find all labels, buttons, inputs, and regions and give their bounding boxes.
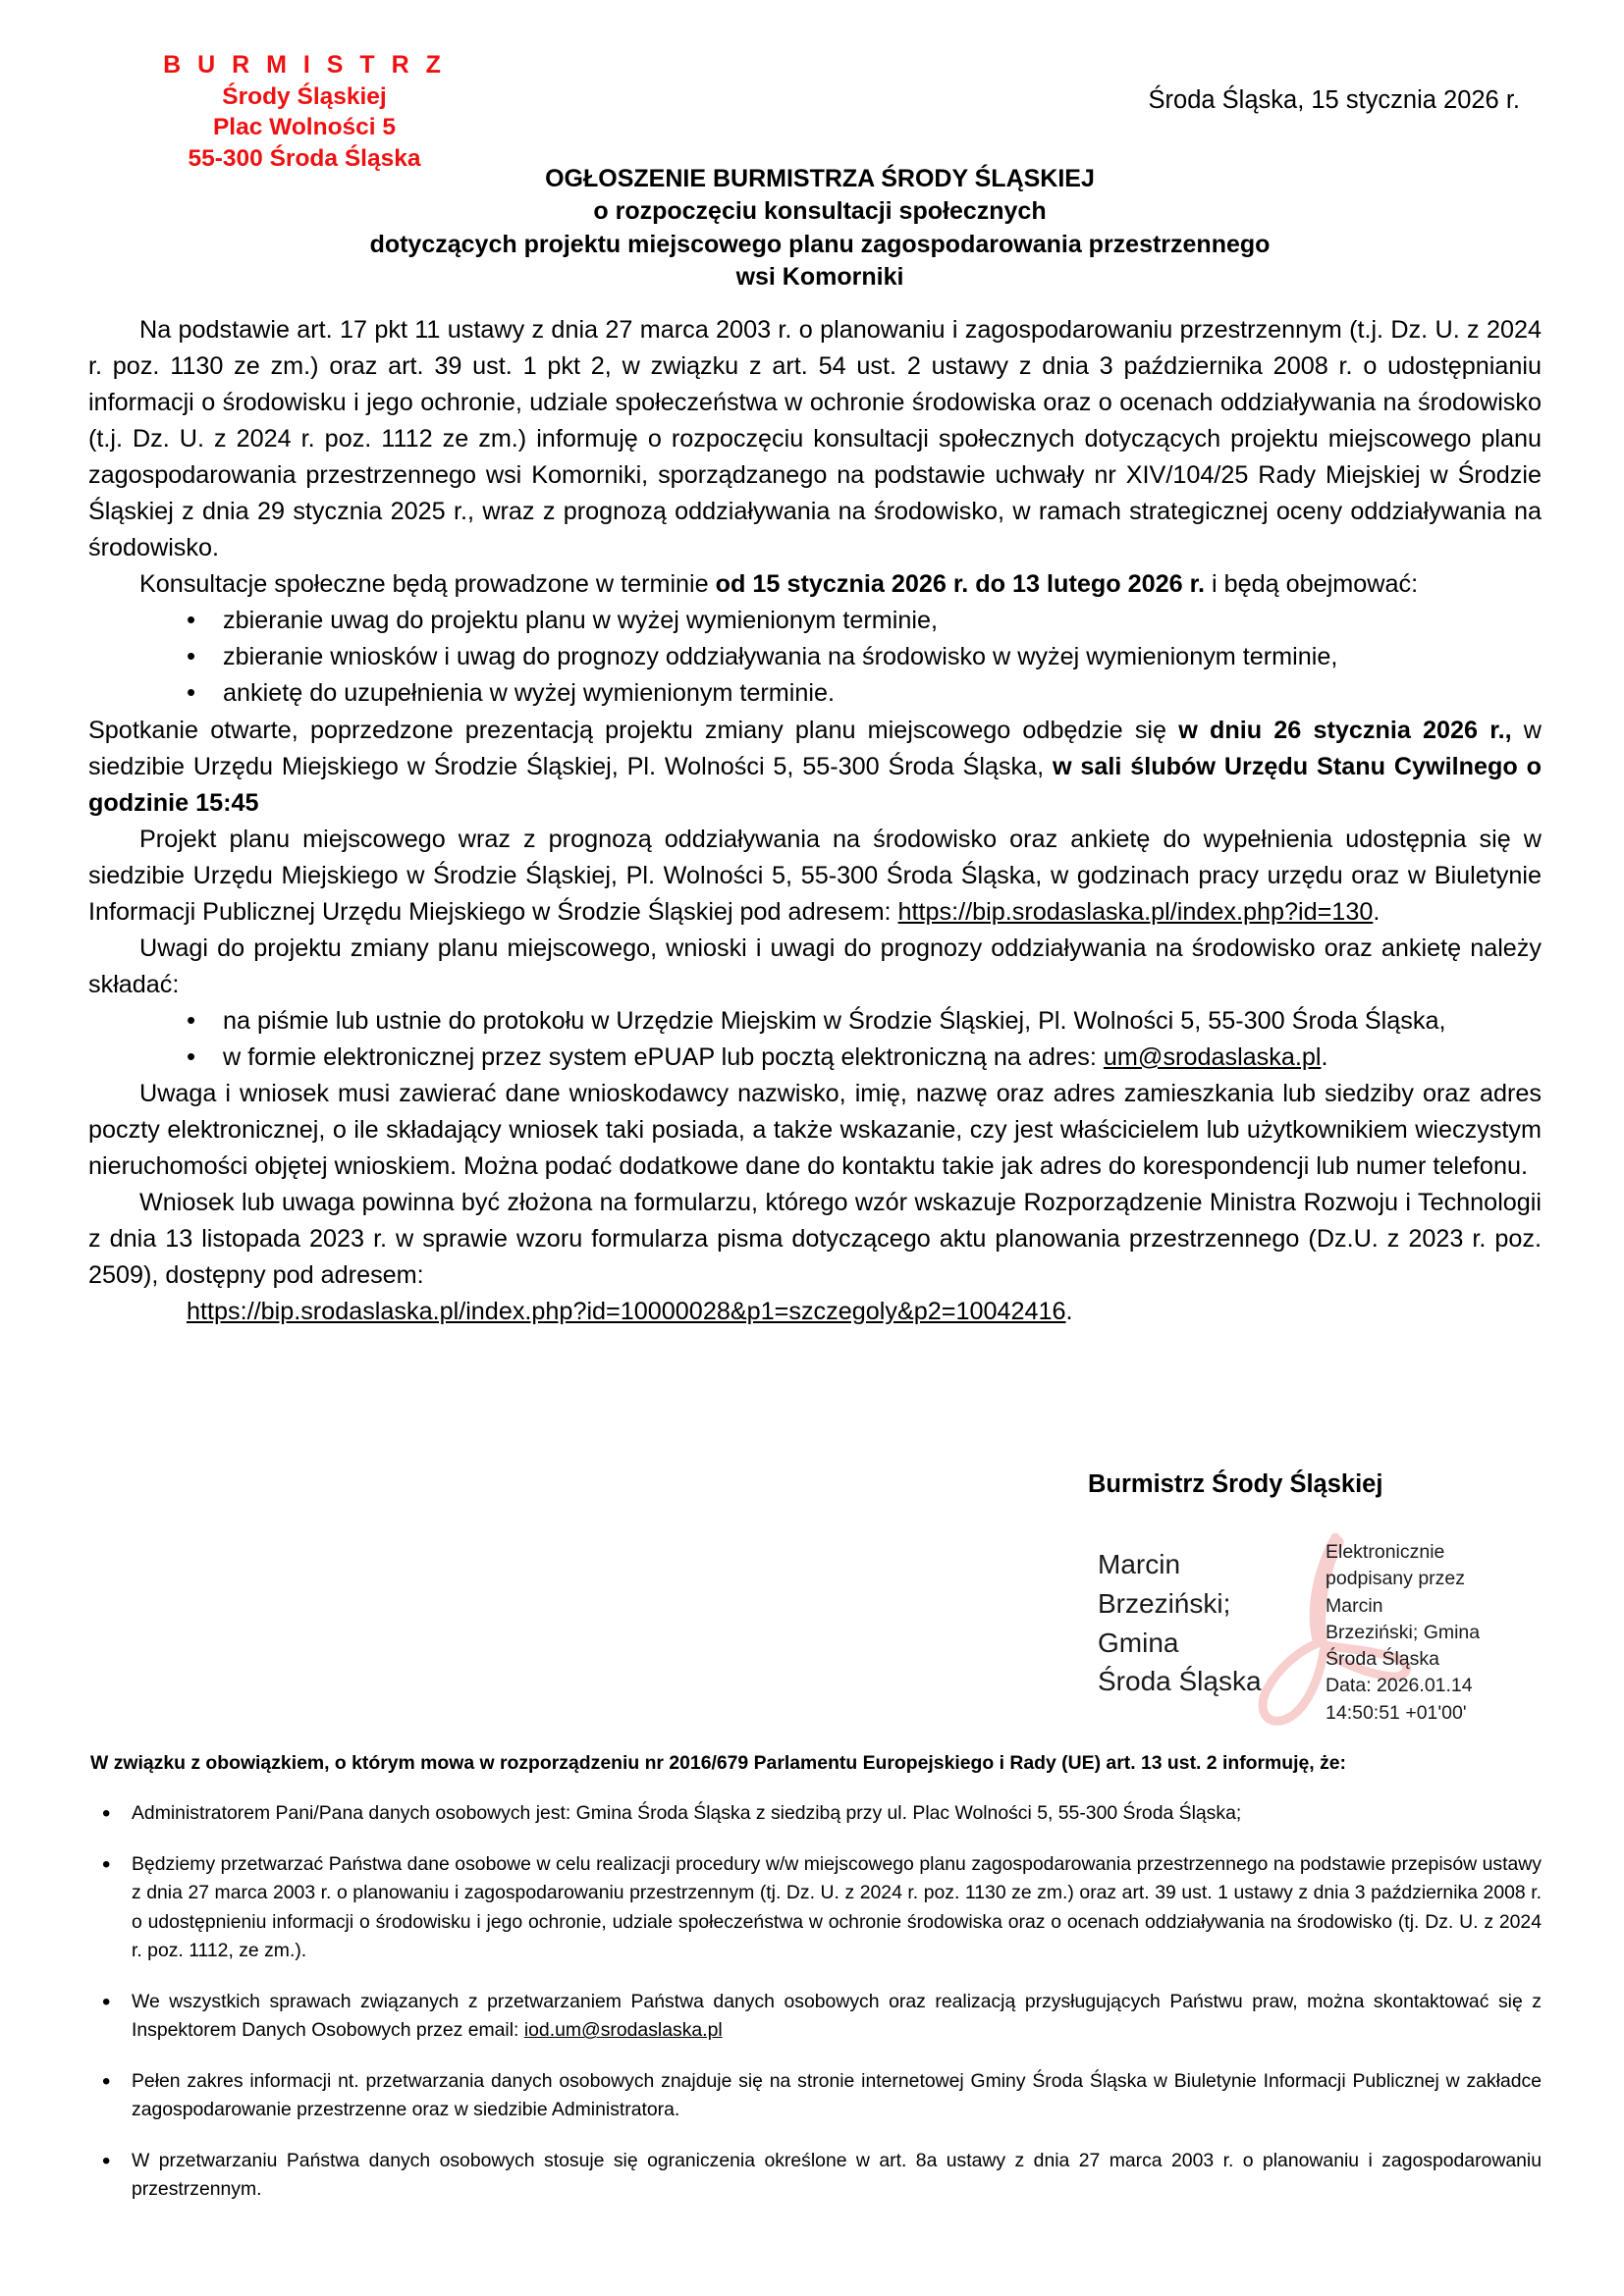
signature-meta-line-7: 14:50:51 +01'00' [1326,1701,1467,1724]
gdpr-items-list [90,1799,1542,2204]
document-header [0,0,1624,173]
letterhead-line-1: B U R M I S T R Z [163,51,446,79]
submission-electronic-period: . [1321,1042,1328,1071]
title-line-2: o rozpoczęciu konsultacji społecznych [593,197,1047,226]
signature-meta-line-6: Data: 2026.01.14 [1326,1675,1473,1697]
paragraph-submission-intro: Uwagi do projektu zmiany planu miejscowego, wnioski i uwagi do prognozy oddziaływania na środowisko oraz ankietę należy składać: [88,934,1542,998]
submission-electronic-text: w formie elektronicznej przez system ePUAP lub pocztą elektroniczną na adres: [223,1042,1104,1071]
signature-name-line-3: Gmina [1098,1627,1179,1658]
consult-prefix: Konsultacje społeczne będą prowadzone w terminie [139,570,716,599]
signature-meta-line-2: podpisany przez [1326,1568,1466,1590]
form-url-period: . [1065,1298,1073,1326]
signature-meta-line-5: Środa Śląska [1326,1648,1439,1671]
signature-name [1098,1545,1324,1701]
list-item [88,1040,1542,1076]
paragraph-form: Wniosek lub uwaga powinna być złożona na formularzu, którego wzór wskazuje Rozporządzenie Ministra Rozwoju i Technologii z dnia 13 listopada 2023 r. w sprawie wzoru formularza pisma dotyczącego aktu planowania przestrzennego (Dz.U. z 2023 r. poz. 2509), dostępny pod adresem: [88,1189,1542,1290]
gdpr-notice [90,1749,1542,2226]
iod-email-link[interactable]: iod.um@srodaslaska.pl [523,2019,723,2042]
title-line-4: wsi Komorniki [735,262,904,291]
paragraph-requirements: Uwaga i wniosek musi zawierać dane wnioskodawcy nazwisko, imię, nazwę oraz adres zamieszkania lub siedziby oraz adres poczty elektronicznej, o ile składający wniosek taki posiada, a także wskazanie, czy jest właścicielem lub użytkownikiem wieczystym nieruchomości objętej wnioskiem. Można podać dodatkowe dane do kontaktu takie jak adres do korespondencji lub numer telefonu. [88,1079,1542,1181]
signature-name-line-1: Marcin [1098,1549,1181,1579]
consult-dates: od 15 stycznia 2026 r. do 13 lutego 2026 r. [715,570,1206,599]
list-item: • na piśmie lub ustnie do protokołu w Urzędzie Miejskim w Środzie Śląskiej, Pl. Wolności 5, 55-300 Środa Śląska, [88,1003,1542,1040]
electronic-signature-stamp [1098,1539,1540,1726]
list-item: • Będziemy przetwarzać Państwa dane osobowe w celu realizacji procedury w/w miejscowego planu zagospodarowania przestrzennego na podstawie przepisów ustawy z dnia 27 marca 2003 r. o planowaniu i zagospodarowaniu przestrzennym (tj. Dz. U. z 2024 r. poz. 1130 ze zm.) oraz art. 39 ust. 1 ustawy z dnia 3 października 2008 r. o udostępnieniu informacji o środowisku i jego ochronie, udziale społeczeństwa w ochronie środowiska oraz o ocenach oddziaływania na środowisko (tj. Dz. U. z 2024 r. poz. 1112, ze zm.). [90,1850,1542,1966]
signature-meta-line-3: Marcin [1326,1594,1383,1617]
submission-methods-list [88,1003,1542,1076]
announcement-body [88,312,1542,1330]
signature-metadata [1326,1539,1537,1727]
meeting-text-1: Spotkanie otwarte, poprzedzone prezentacją projektu zmiany planu miejscowego odbędzie się [88,716,1179,744]
paragraph-open-meeting [88,713,1542,822]
letterhead-line-2: Środy Śląskiej [222,82,387,110]
gdpr-contact-text: We wszystkich sprawach związanych z przetwarzaniem Państwa danych osobowych oraz realizacją przysługujących Państwu praw, można skontaktować się z Inspektorem Danych Osobowych przez email: [132,1990,1542,2042]
paragraph-form-url [88,1294,1542,1330]
meeting-place-time: w sali ślubów Urzędu Stanu Cywilnego o godzinie 15:45 [88,752,1543,817]
title-line-1: OGŁOSZENIE BURMISTRZA ŚRODY ŚLĄSKIEJ [545,165,1095,192]
consult-suffix: i będą obejmować: [1205,570,1419,599]
title-line-3: dotyczących projektu miejscowego planu zagospodarowania przestrzennego [369,230,1271,258]
gdpr-heading: W związku z obowiązkiem, o którym mowa w rozporządzeniu nr 2016/679 Parlamentu Europejskiego i Rady (UE) art. 13 ust. 2 informuję, że: [90,1752,1347,1774]
paragraph-availability [88,822,1542,931]
email-link[interactable]: um@srodaslaska.pl [1103,1042,1322,1071]
letterhead-line-3: Plac Wolności 5 [212,114,397,141]
signature-name-line-2: Brzeziński; [1098,1587,1231,1619]
meeting-text-2: w siedzibie Urzędu Miejskiego w Środzie Śląskiej, Pl. Wolności 5, 55-300 Środa Śląska, [88,716,1542,780]
list-item: • ankietę do uzupełnienia w wyżej wymienionym terminie. [88,675,1542,712]
date-line: Środa Śląska, 15 stycznia 2026 r. [1148,86,1520,114]
form-url-link[interactable]: https://bip.srodaslaska.pl/index.php?id=10000028&p1=szczegoly&p2=10042416 [187,1298,1066,1326]
list-item: • zbieranie uwag do projektu planu w wyżej wymienionym terminie, [88,603,1542,639]
list-item: • zbieranie wniosków i uwag do prognozy oddziaływania na środowisko w wyżej wymienionym terminie, [88,639,1542,675]
list-item: • Pełen zakres informacji nt. przetwarzania danych osobowych znajduje się na stronie internetowej Gminy Środa Śląska w Biuletynie Informacji Publicznej w zakładce zagospodarowanie przestrzenne oraz w siedzibie Administratora. [90,2067,1542,2125]
availability-period: . [1373,897,1380,926]
letterhead [98,49,511,175]
letterhead-line-4: 55-300 Środa Śląska [188,145,421,173]
list-item: • Administratorem Pani/Pana danych osobowych jest: Gmina Środa Śląska z siedzibą przy ul. Plac Wolności 5, 55-300 Środa Śląska; [90,1799,1542,1828]
signature-title: Burmistrz Środy Śląskiej [1088,1470,1383,1498]
signature-meta-line-1: Elektronicznie [1326,1541,1445,1563]
availability-text: Projekt planu miejscowego wraz z prognozą oddziaływania na środowisko oraz ankietę do wypełnienia udostępnia się w siedzibie Urzędu Miejskiego w Środzie Śląskiej, Pl. Wolności 5, 55-300 Środa Śląska, w godzinach pracy urzędu oraz w Biuletynie Informacji Publicznej Urzędu Miejskiego w Środzie Śląskiej pod adresem: [88,825,1542,926]
bip-link[interactable]: https://bip.srodaslaska.pl/index.php?id=130 [897,897,1374,926]
paragraph-legal-basis: Na podstawie art. 17 pkt 11 ustawy z dnia 27 marca 2003 r. o planowaniu i zagospodarowaniu przestrzennym (t.j. Dz. U. z 2024 r. poz. 1130 ze zm.) oraz art. 39 ust. 1 pkt 2, w związku z art. 54 ust. 2 ustawy z dnia 3 października 2008 r. o udostępnianiu informacji o środowisku i jego ochronie, udziale społeczeństwa w ochronie środowiska oraz o ocenach oddziaływania na środowisko (t.j. Dz. U. z 2024 r. poz. 1112 ze zm.) informuję o rozpoczęciu konsultacji społecznych dotyczących projektu miejscowego planu zagospodarowania przestrzennego wsi Komorniki, sporządzanego na podstawie uchwały nr XIV/104/25 Rady Miejskiej w Środzie Śląskiej z dnia 29 stycznia 2025 r., wraz z prognozą oddziaływania na środowisko, w ramach strategicznej oceny oddziaływania na środowisko. [88,316,1542,562]
list-item: • W przetwarzaniu Państwa danych osobowych stosuje się ograniczenia określone w art. 8a ustawy z dnia 27 marca 2003 r. o planowaniu i zagospodarowaniu przestrzennym. [90,2147,1542,2205]
list-item [90,1988,1542,2046]
paragraph-consultation-period [88,566,1542,603]
meeting-date: w dniu 26 stycznia 2026 r., [1178,716,1512,744]
announcement-title [118,163,1522,294]
consultation-scope-list [88,603,1542,712]
signature-meta-line-4: Brzeziński; Gmina [1326,1621,1481,1643]
signature-name-line-4: Środa Śląska [1098,1666,1262,1697]
